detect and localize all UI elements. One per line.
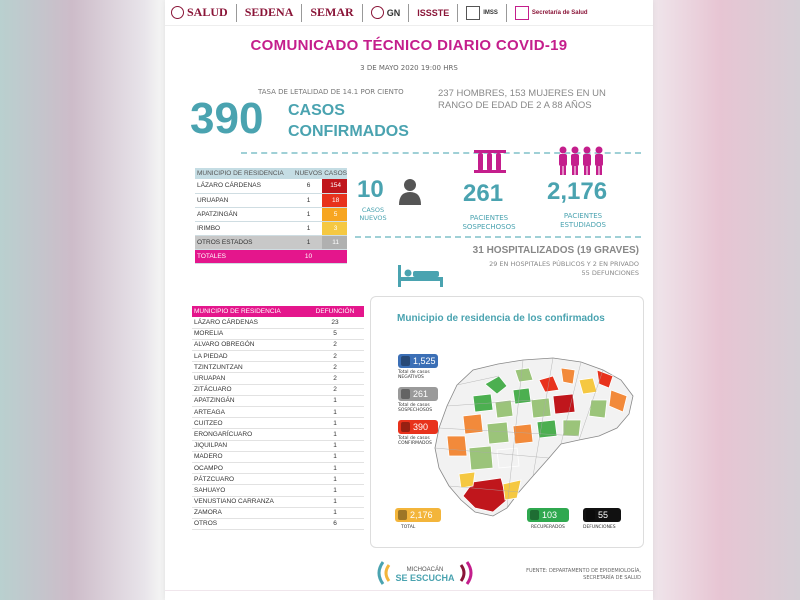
page-title: COMUNICADO TÉCNICO DIARIO COVID-19 xyxy=(250,37,568,54)
casos-cell: 11 xyxy=(322,235,347,249)
table-row xyxy=(192,474,364,485)
table-row xyxy=(195,179,347,193)
table-row xyxy=(192,429,364,440)
suspects-badge: 261 xyxy=(398,387,438,401)
logo-bar xyxy=(165,0,653,26)
municipio-cell: ERONGARÍCUARO xyxy=(192,429,304,440)
column-header: MUNICIPIO DE RESIDENCIA xyxy=(192,306,304,317)
defuncion-cell: 5 xyxy=(304,328,364,339)
totals-casos xyxy=(322,249,347,263)
michoacan-emblem-icon xyxy=(515,6,529,20)
table-row xyxy=(192,518,364,529)
deaths-badge: 55 xyxy=(583,508,621,522)
defuncion-cell: 1 xyxy=(304,418,364,429)
nuevos-cell: 1 xyxy=(293,193,322,207)
defuncion-cell: 1 xyxy=(304,462,364,473)
municipio-cell: IRIMBO xyxy=(195,221,293,235)
people-icon xyxy=(398,510,407,520)
municipio-cell: ALVARO OBREGÓN xyxy=(192,339,304,350)
studied-label: PACIENTES ESTUDIADOS xyxy=(560,212,606,229)
source-note: FUENTE: DEPARTAMENTO DE EPIDEMIOLOGÍA, SECRETARÍA DE SALUD xyxy=(526,568,641,581)
lethality-label: TASA DE LETALIDAD DE 14.1 POR CIENTO xyxy=(258,88,404,96)
suspects-map-label: Total de casos SOSPECHOSOS xyxy=(398,403,433,413)
salud-logo: SALUD xyxy=(171,5,228,20)
issste-logo: ISSSTE xyxy=(417,7,450,18)
municipio-cell: PÁTZCUARO xyxy=(192,474,304,485)
nuevos-cell: 1 xyxy=(293,207,322,221)
seal-icon xyxy=(171,6,184,19)
municipio-cell: TZINTZUNTZAN xyxy=(192,362,304,373)
new-cases-table xyxy=(195,168,347,264)
defuncion-cell: 1 xyxy=(304,451,364,462)
municipio-cell: OTROS xyxy=(192,518,304,529)
defuncion-cell: 2 xyxy=(304,339,364,350)
gn-logo: GN xyxy=(371,6,401,19)
logo-divider xyxy=(457,4,458,22)
negatives-badge: 1,525 xyxy=(398,354,438,368)
defuncion-cell: 6 xyxy=(304,518,364,529)
defuncion-cell: 23 xyxy=(304,317,364,328)
column-header: MUNICIPIO DE RESIDENCIA xyxy=(195,168,293,179)
report-date: 3 DE MAYO 2020 19:00 HRS xyxy=(360,64,458,72)
logo-divider xyxy=(236,4,237,22)
municipio-cell: ZITÁCUARO xyxy=(192,384,304,395)
suspects-label: PACIENTES SOSPECHOSOS xyxy=(462,214,516,231)
column-header: CASOS xyxy=(324,170,347,177)
deaths-summary: 55 DEFUNCIONES xyxy=(581,269,639,277)
table-row xyxy=(192,507,364,518)
bulletin-page xyxy=(165,0,653,600)
new-cases-count: 10 xyxy=(357,176,384,203)
casos-cell: 154 xyxy=(322,179,347,193)
logo-divider xyxy=(362,4,363,22)
person-icon xyxy=(401,422,410,432)
municipio-cell: LÁZARO CÁRDENAS xyxy=(192,317,304,328)
michoacan-se-escucha-logo xyxy=(373,556,483,590)
confirmed-badge: 390 xyxy=(398,420,438,434)
total-label: TOTAL xyxy=(401,525,416,530)
table-row xyxy=(195,193,347,207)
eagle-seal-icon xyxy=(371,6,384,19)
hospital-details xyxy=(405,260,639,278)
confirmed-count: 390 xyxy=(190,94,264,143)
municipio-cell: URUAPAN xyxy=(192,373,304,384)
table-header-row xyxy=(195,168,347,179)
defuncion-cell: 1 xyxy=(304,395,364,406)
sedena-logo: SEDENA xyxy=(244,5,294,19)
hospital-breakdown: 29 EN HOSPITALES PÚBLICOS Y 2 EN PRIVADO xyxy=(489,260,639,268)
table-row xyxy=(192,339,364,350)
municipio-cell: CUITZEO xyxy=(192,418,304,429)
totals-label: TOTALES xyxy=(195,249,293,263)
table-row xyxy=(192,462,364,473)
municipio-cell: JIQUILPAN xyxy=(192,440,304,451)
totals-nuevos: 10 xyxy=(293,249,322,263)
table-row xyxy=(192,418,364,429)
defuncion-cell: 1 xyxy=(304,474,364,485)
municipio-cell: ZAMORA xyxy=(192,507,304,518)
confirmed-map-label: Total de casos CONFIRMADOS xyxy=(398,436,432,446)
defuncion-cell: 2 xyxy=(304,384,364,395)
casos-cell: 5 xyxy=(322,207,347,221)
total-badge: 2,176 xyxy=(395,508,441,522)
table-header-row xyxy=(192,306,364,317)
defuncion-cell: 1 xyxy=(304,485,364,496)
table-row xyxy=(192,395,364,406)
people-icon xyxy=(586,510,595,520)
confirmed-label: CASOS CONFIRMADOS xyxy=(288,102,409,140)
table-row xyxy=(192,373,364,384)
person-icon xyxy=(397,177,423,205)
new-cases-label: CASOS NUEVOS xyxy=(359,206,387,222)
suspects-count: 261 xyxy=(463,180,504,207)
logo-divider xyxy=(506,4,507,22)
municipio-cell: VENUSTIANO CARRANZA xyxy=(192,496,304,507)
table-row xyxy=(192,407,364,418)
campaign-line-2: SE ESCUCHA xyxy=(395,573,455,583)
table-row xyxy=(192,328,364,339)
defuncion-cell: 1 xyxy=(304,440,364,451)
recovered-label: RECUPERADOS xyxy=(531,525,565,530)
municipio-cell: LÁZARO CÁRDENAS xyxy=(195,179,293,193)
municipio-cell: APATZINGÁN xyxy=(192,395,304,406)
defuncion-cell: 2 xyxy=(304,362,364,373)
map-title: Municipio de residencia de los confirmados xyxy=(397,313,605,324)
studied-count: 2,176 xyxy=(547,178,608,205)
campaign-line-1: MICHOACÁN xyxy=(406,567,444,573)
column-header: NUEVOS xyxy=(294,170,323,177)
deaths-label: DEFUNCIONES xyxy=(583,525,616,530)
table-row xyxy=(192,496,364,507)
defuncion-cell: 1 xyxy=(304,496,364,507)
test-tubes-icon xyxy=(473,146,507,174)
semar-logo: SEMAR xyxy=(310,5,354,19)
municipio-cell: APATZINGÁN xyxy=(195,207,293,221)
people-icon xyxy=(530,510,539,520)
person-icon xyxy=(401,389,410,399)
nuevos-cell: 1 xyxy=(293,221,322,235)
casos-cell: 3 xyxy=(322,221,347,235)
bottom-strip xyxy=(165,590,653,600)
municipio-cell: OCAMPO xyxy=(192,462,304,473)
imss-logo: IMSS xyxy=(466,6,498,20)
logo-divider xyxy=(301,4,302,22)
municipio-cell: LA PIEDAD xyxy=(192,351,304,362)
imss-emblem-icon xyxy=(466,6,480,20)
nuevos-cell: 1 xyxy=(293,235,322,249)
totals-row xyxy=(195,249,347,263)
defuncion-cell: 2 xyxy=(304,373,364,384)
municipio-cell: ARTEAGA xyxy=(192,407,304,418)
table-row xyxy=(192,317,364,328)
municipio-cell: MORELIA xyxy=(192,328,304,339)
negatives-label: Total de casos NEGATIVOS xyxy=(398,370,430,380)
secretaria-salud-logo: Secretaría de Salud xyxy=(515,6,588,20)
column-header: DEFUNCIÓN xyxy=(304,306,364,317)
michoacan-map xyxy=(403,340,643,530)
logo-divider xyxy=(408,4,409,22)
municipio-cell: MADERO xyxy=(192,451,304,462)
section-divider xyxy=(355,236,641,238)
municipio-cell: URUAPAN xyxy=(195,193,293,207)
table-row xyxy=(192,384,364,395)
table-row xyxy=(192,485,364,496)
defuncion-cell: 2 xyxy=(304,351,364,362)
nuevos-cell: 6 xyxy=(293,179,322,193)
deaths-table xyxy=(192,306,364,530)
person-icon xyxy=(401,356,410,366)
casos-cell: 18 xyxy=(322,193,347,207)
table-row xyxy=(195,207,347,221)
table-row xyxy=(195,221,347,235)
table-row xyxy=(195,235,347,249)
recovered-badge: 103 xyxy=(527,508,569,522)
people-group-icon xyxy=(557,146,605,176)
municipio-cell: SAHUAYO xyxy=(192,485,304,496)
hospitalized-summary: 31 HOSPITALIZADOS (19 GRAVES) xyxy=(472,245,639,256)
defuncion-cell: 1 xyxy=(304,507,364,518)
table-row xyxy=(192,440,364,451)
municipio-cell: OTROS ESTADOS xyxy=(195,235,293,249)
table-row xyxy=(192,362,364,373)
table-row xyxy=(192,451,364,462)
table-row xyxy=(192,351,364,362)
defuncion-cell: 1 xyxy=(304,429,364,440)
demographics-text: 237 HOMBRES, 153 MUJERES EN UN RANGO DE EDAD DE 2 A 88 AÑOS xyxy=(438,88,606,111)
defuncion-cell: 1 xyxy=(304,407,364,418)
